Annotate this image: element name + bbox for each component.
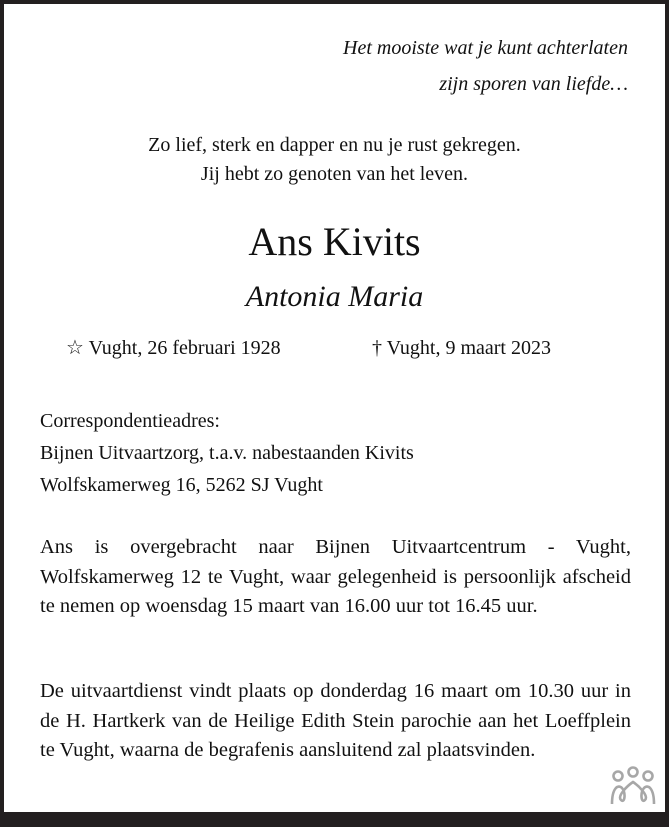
people-group-icon [609,766,657,806]
deceased-name: Ans Kivits [248,219,421,264]
address-line-1: Bijnen Uitvaartzorg, t.a.v. nabestaanden Kivits [40,442,414,464]
verse-line-2: Jij hebt zo genoten van het leven. [200,163,469,185]
address-label: Correspondentieadres: [40,410,220,432]
verse-line-1: Zo lief, sterk en dapper en nu je rust gekregen. [148,134,521,156]
address-line-2: Wolfskamerweg 16, 5262 SJ Vught [40,474,323,496]
quote-line-1: Het mooiste wat je kunt achterlaten [343,37,628,59]
paragraph-viewing: Ans is overgebracht naar Bijnen Uitvaartcentrum - Vught, Wolfskamerweg 12 te Vught, waar gelegenheid is persoonlijk afscheid te nemen op woensdag 15 maart van 16.00 uur tot 16.45 uur. [40,536,631,617]
paragraph-funeral: De uitvaartdienst vindt plaats op donderdag 16 maart om 10.30 uur in de H. Hartkerk van de Heilige Edith Stein parochie aan het Loeffplein te Vught, waarna de begrafenis aansluitend zal plaatsvinden. [40,680,631,761]
given-names: Antonia Maria [245,280,424,313]
quote-line-2: zijn sporen van liefde… [439,73,628,95]
death-info: † Vught, 9 maart 2023 [372,337,551,359]
birth-info: ☆ Vught, 26 februari 1928 [66,337,281,359]
obituary-notice [4,4,665,812]
